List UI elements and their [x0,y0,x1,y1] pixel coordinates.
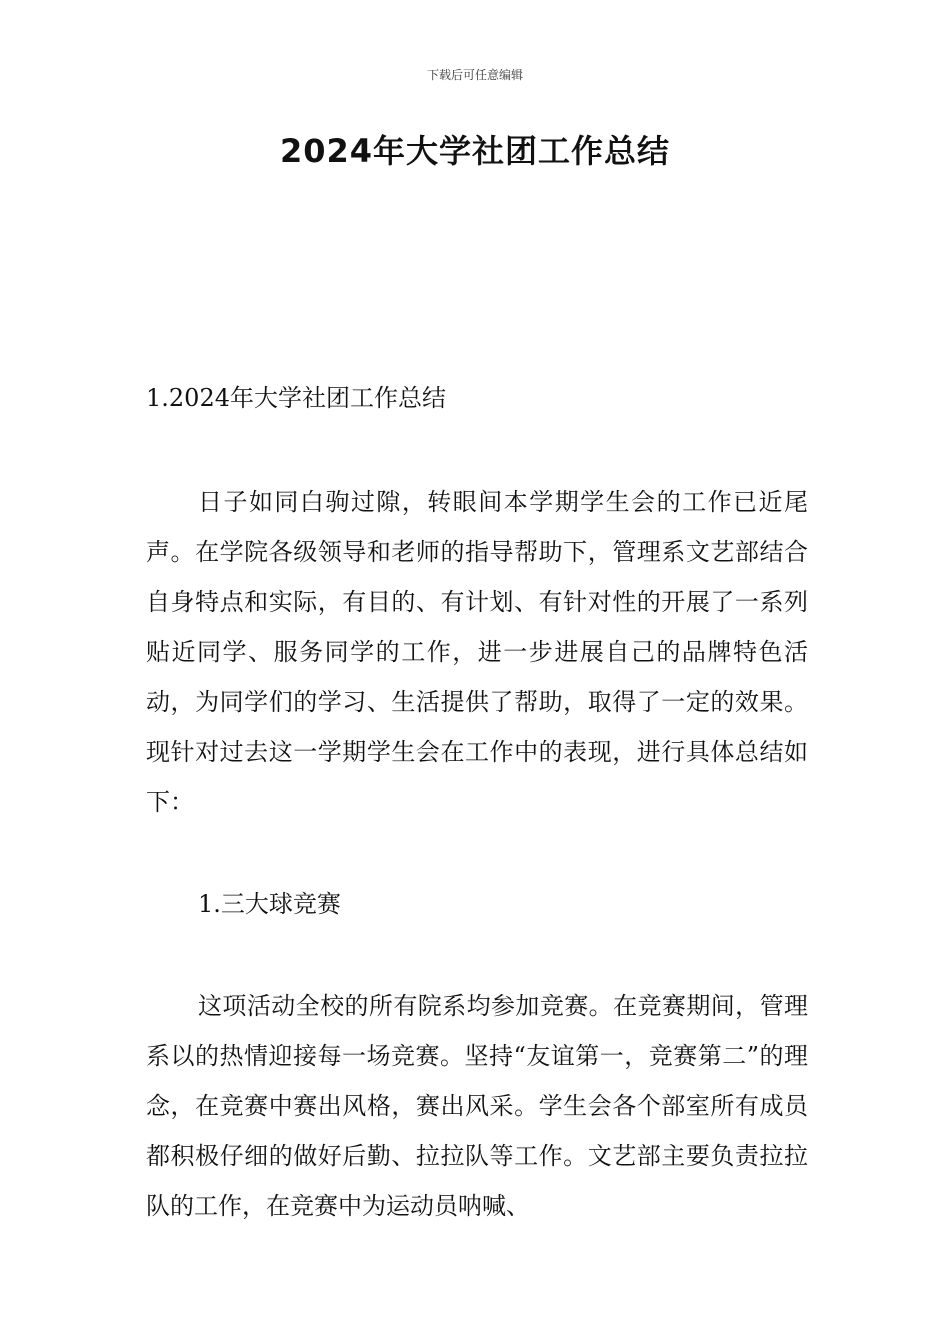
spacer [146,827,808,879]
download-note: 下载后可任意编辑 [426,68,523,82]
document-body [146,373,808,1231]
body-paragraph: 这项活动全校的所有院系均参加竞赛。在竞赛期间，管理系以的热情迎接每一场竞赛。坚持“友谊第一，竞赛第二”的理念，在竞赛中赛出风格，赛出风采。学生会各个部室所有成员都积极仔细的做好后勤、拉拉队等工作。文艺部主要负责拉拉队的工作，在竞赛中为运动员呐喊、 [146,992,808,1220]
spacer [146,929,808,981]
intro-paragraph: 日子如同白驹过隙，转眼间本学期学生会的工作已近尾声。在学院各级领导和老师的指导帮助下，管理系文艺部结合自身特点和实际，有目的、有计划、有针对性的开展了一系列贴近同学、服务同学的工作，进一步进展自己的品牌特色活动，为同学们的学习、生活提供了帮助，取得了一定的效果。现针对过去这一学期学生会在工作中的表现，进行具体总结如下： [146,488,808,816]
spacer [146,423,808,473]
document-title: 2024年大学社团工作总结 [279,132,671,170]
section-heading: 1.2024年大学社团工作总结 [146,384,446,412]
subheading-ball-games: 1.三大球竞赛 [198,890,341,918]
